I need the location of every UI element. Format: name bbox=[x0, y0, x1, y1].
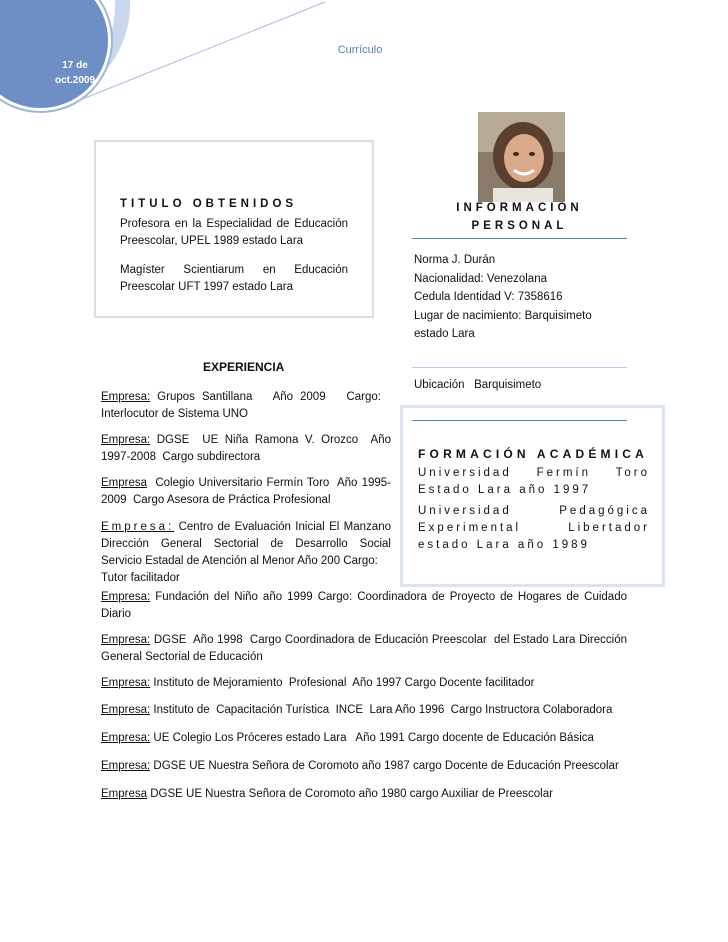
date-label bbox=[30, 58, 120, 88]
date-day: 17 de bbox=[62, 60, 88, 71]
personal-info bbox=[414, 251, 592, 344]
experience-item-9 bbox=[101, 732, 594, 744]
experience-item-2 bbox=[101, 432, 395, 466]
academic-heading: FORMACIÓN ACADÉMICA bbox=[418, 447, 649, 461]
experience-text: DGSE UE Niña Ramona V. Orozco Año 1997-2008 Cargo subdirectora bbox=[101, 434, 395, 463]
location-divider-top bbox=[412, 367, 627, 368]
experience-text: Instituto de Mejoramiento Profesional Año 1997 Cargo Docente facilitador bbox=[150, 677, 535, 689]
company-label: Empresa: bbox=[101, 732, 151, 744]
academic-item-1: Universidad Fermín Toro Estado Lara año 1997 bbox=[418, 467, 650, 496]
company-label: Empresa: bbox=[101, 591, 151, 603]
company-label: Empresa: bbox=[101, 704, 151, 716]
experience-item-5 bbox=[101, 589, 627, 623]
person-nationality: Nacionalidad: Venezolana bbox=[414, 272, 547, 285]
academic-item-2: Universidad Pedagógica Experimental Libertador estado Lara año 1989 bbox=[418, 505, 650, 551]
experience-item-7 bbox=[101, 677, 534, 689]
personal-heading-line1: INFORMACION bbox=[456, 202, 583, 214]
person-birthplace-state: estado Lara bbox=[414, 328, 475, 341]
company-label: Empresa: bbox=[101, 677, 151, 689]
person-birthplace: Lugar de nacimiento: Barquisimeto bbox=[414, 309, 592, 322]
company-label: Empresa bbox=[101, 788, 148, 800]
date-month-year: oct.2009 bbox=[54, 75, 96, 86]
personal-heading-line2: PERSONAL bbox=[471, 220, 568, 232]
experience-item-4-role: Tutor facilitador bbox=[101, 572, 180, 584]
profile-photo bbox=[478, 112, 565, 202]
titles-heading: TITULO OBTENIDOS bbox=[120, 198, 298, 210]
experience-heading: EXPERIENCIA bbox=[203, 360, 285, 374]
experience-text: Instituto de Capacitación Turística INCE Lara Año 1996 Cargo Instructora Colaboradora bbox=[150, 704, 613, 716]
experience-item-11 bbox=[101, 788, 553, 800]
experience-text: DGSE UE Nuestra Señora de Coromoto año 1987 cargo Docente de Educación Preescolar bbox=[150, 760, 619, 772]
experience-item-4 bbox=[101, 519, 391, 570]
experience-text: DGSE UE Nuestra Señora de Coromoto año 1980 cargo Auxiliar de Preescolar bbox=[147, 788, 553, 800]
company-label: Empresa: bbox=[101, 760, 151, 772]
person-name: Norma J. Durán bbox=[414, 254, 496, 266]
experience-text: Centro de Evaluación Inicial El Manzano Dirección General Sectorial de Desarrollo Social Servicio Estadal de Atención al Menor Año 200 Cargo: bbox=[101, 521, 391, 567]
experience-text: Grupos Santillana Año 2009 Cargo: Interlocutor de Sistema UNO bbox=[101, 391, 385, 420]
experience-item-1 bbox=[101, 389, 385, 423]
experience-item-8 bbox=[101, 704, 612, 716]
experience-text: UE Colegio Los Próceres estado Lara Año 1991 Cargo docente de Educación Básica bbox=[150, 732, 594, 744]
company-label: Empresa: bbox=[101, 434, 151, 446]
company-label: Empresa bbox=[101, 477, 148, 489]
title-item-1: Profesora en la Especialidad de Educación Preescolar, UPEL 1989 estado Lara bbox=[120, 218, 348, 247]
personal-divider bbox=[412, 238, 627, 239]
company-label: Empresa: bbox=[101, 521, 175, 533]
experience-item-6 bbox=[101, 632, 631, 666]
person-location: Ubicación Barquisimeto bbox=[414, 379, 542, 391]
experience-item-10 bbox=[101, 760, 619, 772]
experience-text: Fundación del Niño año 1999 Cargo: Coordinadora de Proyecto de Hogares de Cuidado Diario bbox=[101, 591, 627, 620]
company-label: Empresa: bbox=[101, 634, 151, 646]
title-item-2: Magíster Scientiarum en Educación Preescolar UFT 1997 estado Lara bbox=[120, 264, 348, 293]
experience-item-3 bbox=[101, 475, 391, 509]
decorative-line bbox=[60, 0, 340, 110]
document-title: Currículo bbox=[337, 44, 383, 56]
company-label: Empresa: bbox=[101, 391, 151, 403]
person-id: Cedula Identidad V: 7358616 bbox=[414, 291, 563, 304]
experience-text: DGSE Año 1998 Cargo Coordinadora de Educación Preescolar del Estado Lara Dirección General Sectorial de Educación bbox=[101, 634, 631, 663]
experience-text: Colegio Universitario Fermín Toro Año 1995-2009 Cargo Asesora de Práctica Profesional bbox=[101, 477, 391, 506]
